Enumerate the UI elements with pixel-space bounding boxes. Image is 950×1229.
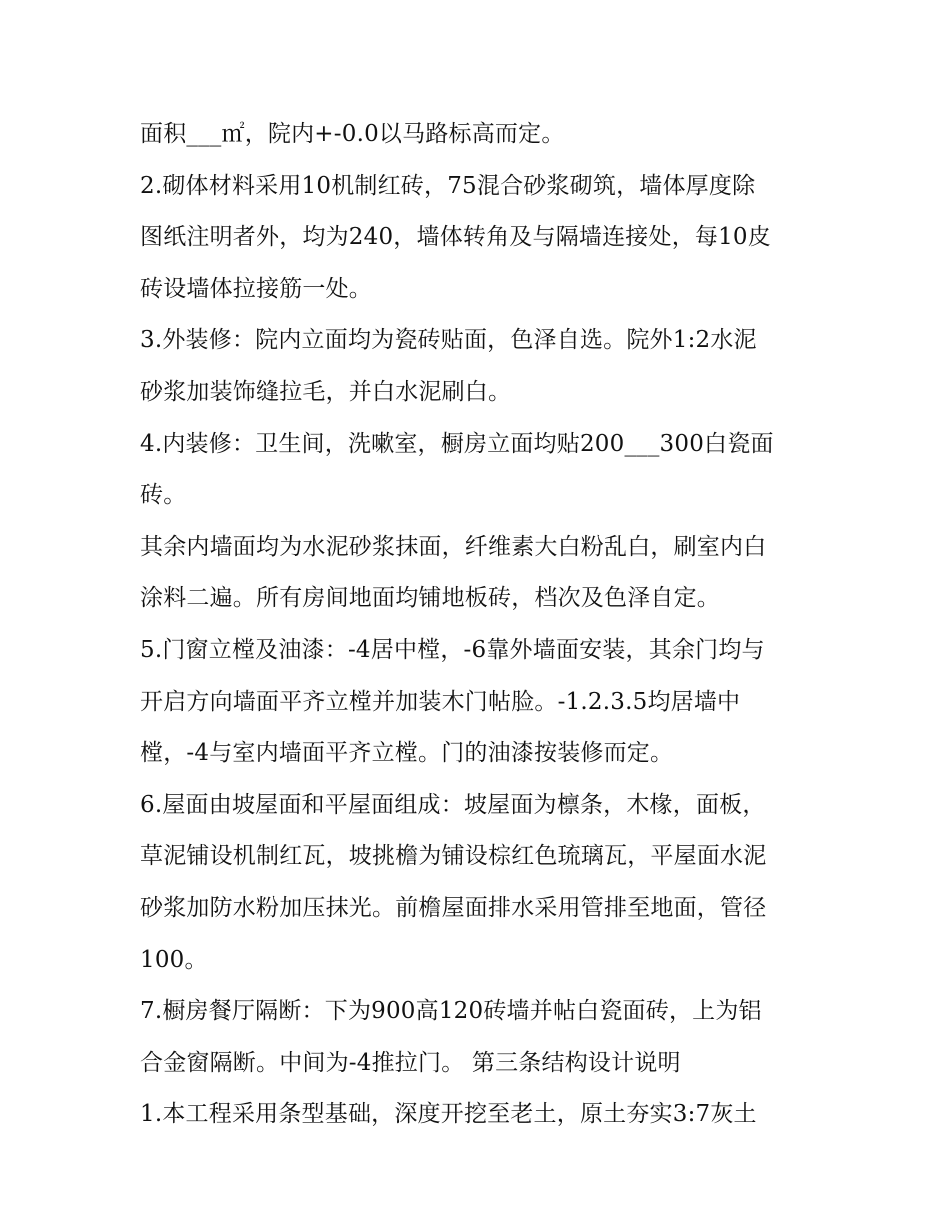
text-line: 草泥铺设机制红瓦，坡挑檐为铺设棕红色琉璃瓦，平屋面水泥: [140, 843, 767, 870]
text-line: 2.砌体材料采用10机制红砖，75混合砂浆砌筑，墙体厚度除: [140, 172, 756, 199]
text-line: 7.橱房餐厅隔断：下为900高120砖墙并帖白瓷面砖，上为铝: [140, 998, 762, 1025]
document-body: [140, 109, 830, 1141]
text-line: 6.屋面由坡屋面和平屋面组成：坡屋面为檩条，木椽，面板，: [140, 791, 766, 818]
text-line: 其余内墙面均为水泥砂浆抹面，纤维素大白粉乱白，刷室内白: [140, 533, 767, 560]
text-line: 开启方向墙面平齐立樘并加装木门帖脸。-1.2.3.5均居墙中: [140, 688, 741, 715]
text-line: 5.门窗立樘及油漆：-4居中樘，-6靠外墙面安装，其余门均与: [140, 636, 765, 663]
text-line: 砂浆加防水粉加压抹光。前檐屋面排水采用管排至地面，管径: [140, 894, 767, 921]
text-line: 砖。: [140, 482, 187, 509]
text-line: 砖设墙体拉接筋一处。: [140, 275, 372, 302]
text-line: 砂浆加装饰缝拉毛，并白水泥刷白。: [140, 378, 512, 405]
text-line: 3.外装修：院内立面均为瓷砖贴面，色泽自选。院外1:2水泥: [140, 327, 757, 354]
text-line: 樘，-4与室内墙面平齐立樘。门的油漆按装修而定。: [140, 740, 674, 767]
text-line: 合金窗隔断。中间为-4推拉门。 第三条结构设计说明: [140, 1049, 681, 1076]
text-line: 图纸注明者外，均为240，墙体转角及与隔墙连接处，每10皮: [140, 224, 771, 251]
text-line: 面积___㎡，院内+-0.0以马路标高而定。: [140, 121, 565, 147]
text-line: 100。: [140, 946, 208, 973]
text-line: 涂料二遍。所有房间地面均铺地板砖，档次及色泽自定。: [140, 585, 720, 612]
text-line: 4.内装修：卫生间，洗嗽室，橱房立面均贴200___300白瓷面: [140, 430, 774, 457]
text-line: 1.本工程采用条型基础，深度开挖至老土，原土夯实3:7灰土: [140, 1101, 757, 1128]
